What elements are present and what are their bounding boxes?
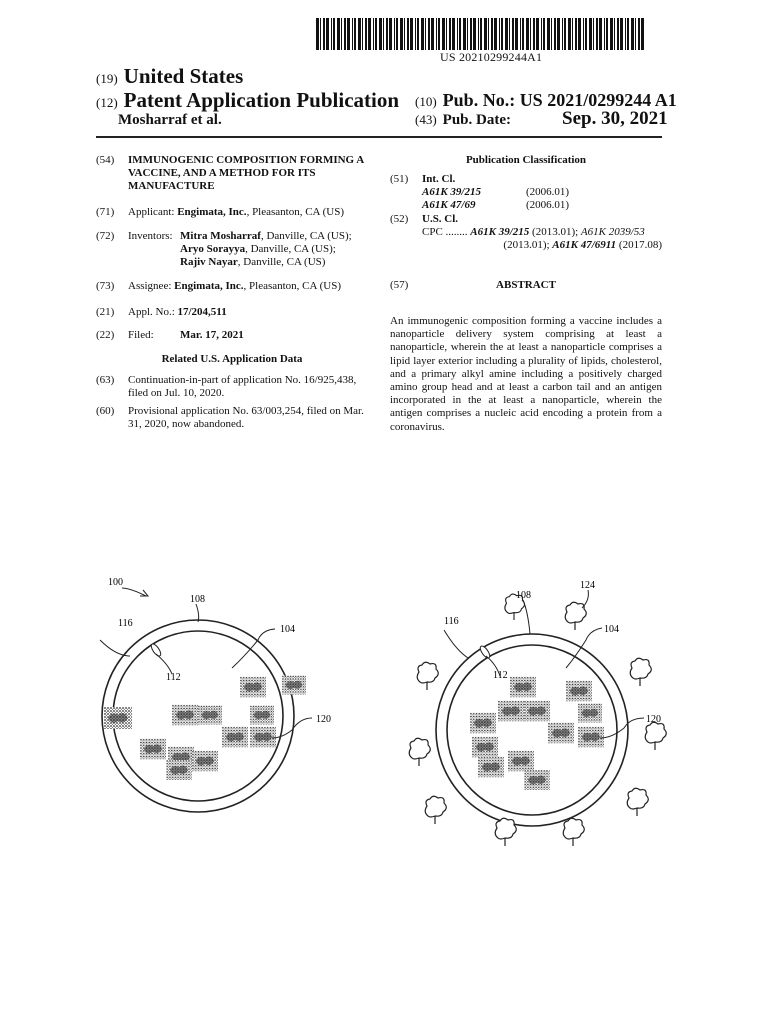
barcode-bar [620,18,623,50]
antigen-blob [104,707,132,729]
appl-field [96,306,368,319]
filed-field [96,329,368,342]
barcode-bar [530,18,531,50]
barcode-bar [365,18,367,50]
barcode-bar [428,18,430,50]
barcode-bar [512,18,514,50]
antigen-blob [524,701,550,721]
pubtype-code: (12) [96,95,118,110]
leader-100 [122,588,146,596]
barcode-bar [568,18,571,50]
right-antigen-cluster [470,677,604,790]
inventors-label: Inventors: [128,230,173,242]
barcode-bar [596,18,598,50]
barcode-bar [442,18,445,50]
barcode-bar [585,18,587,50]
barcode-bar [320,18,321,50]
barcode-bar [575,18,577,50]
spike-protein [425,796,446,824]
intcl2: A61K 47/69 [422,199,476,211]
barcode-bar [488,18,489,50]
barcode-bar [599,18,602,50]
cip-field [96,374,368,400]
spike-protein [627,788,648,816]
pub-no-code: (10) [415,94,437,109]
barcode-bar [368,18,371,50]
title-code: (54) [96,154,115,166]
pub-no: US 2021/0299244 A1 [519,90,677,110]
applicant-loc: , Pleasanton, CA (US) [246,206,345,218]
barcode-bar [446,18,447,50]
antigen-blob [566,681,592,701]
leader-116r [444,630,468,658]
barcode [316,18,662,50]
barcode-bar [499,18,500,50]
inventors-field [96,230,368,269]
antigen-blob [222,727,248,747]
applicant-field [96,206,368,219]
assignee-label: Assignee: [128,280,172,292]
barcode-bar [593,18,594,50]
barcode-bar [562,18,563,50]
intcl2-date: (2006.01) [526,199,570,211]
barcode-bar [470,18,472,50]
antigen-blob [524,770,549,790]
cpc3: A61K 47/6911 [552,239,617,251]
barcode-bar [610,18,613,50]
barcode-bar [480,18,482,50]
barcode-bar [551,18,552,50]
barcode-bar [564,18,566,50]
label-108: 108 [190,594,205,605]
antigen-blob [172,705,198,725]
leader-112 [156,654,172,674]
barcode-bar [407,18,409,50]
classification-heading: Publication Classification [465,154,587,166]
barcode-bar [344,18,346,50]
inventor-short: Mosharraf et al. [118,112,222,128]
barcode-bar [641,18,644,50]
barcode-bar [323,18,325,50]
intcl1: A61K 39/215 [422,186,481,198]
label-116: 116 [118,618,133,629]
pub-type-line [96,88,399,113]
abstract-heading: ABSTRACT [496,279,556,291]
cpc-line-1 [422,226,662,239]
barcode-bar [404,18,405,50]
barcode-bar [536,18,539,50]
inventor2-loc: , Danville, CA (US); [245,243,336,255]
leader-104 [232,629,275,668]
barcode-bar [635,18,636,50]
barcode-bar [463,18,466,50]
label-120r: 120 [646,714,661,725]
label-100: 100 [108,577,123,588]
related-heading: Related U.S. Application Data [161,353,303,365]
antigen-blob [192,751,218,771]
barcode-bar [543,18,545,50]
barcode-bar [449,18,451,50]
prov-text: Provisional application No. 63/003,254, filed on Mar. 31, 2020, now abandoned. [128,405,364,430]
intcl-code: (51) [390,173,409,185]
filed-code: (22) [96,329,115,341]
antigen-blob [470,713,496,733]
barcode-bar [547,18,550,50]
pub-date: Sep. 30, 2021 [562,108,668,129]
spike-protein [417,662,438,690]
barcode-bar [331,18,332,50]
left-antigen-cluster [104,676,306,780]
barcode-bar [379,18,382,50]
filed-date: Mar. 17, 2021 [180,329,244,341]
inventor2-name: Aryo Sorayya [180,243,246,255]
barcode-bar [631,18,634,50]
pub-date-label: Pub. Date: [442,112,511,128]
antigen-blob [250,727,276,747]
intcl-label: Int. Cl. [422,173,456,185]
antigen-blob [498,701,524,721]
barcode-bar [505,18,508,50]
cpc2-date: (2013.01); [503,239,553,251]
prov-code: (60) [96,405,115,417]
barcode-number: US 20210299244A1 [440,50,543,64]
barcode-bar [431,18,434,50]
country: United States [123,64,244,88]
assignee-code: (73) [96,280,115,292]
cip-text: Continuation-in-part of application No. 16/925,438, filed on Jul. 10, 2020. [128,374,357,399]
barcode-bar [421,18,424,50]
barcode-bar [410,18,413,50]
spike-protein [563,818,584,846]
barcode-bar [396,18,398,50]
barcode-bar [572,18,573,50]
spike-protein [409,738,430,766]
antigen-blob [508,751,534,771]
spike-protein [630,658,651,686]
barcode-bar [583,18,584,50]
barcode-bar [436,18,437,50]
antigen-blob [282,676,306,695]
barcode-bar [452,18,455,50]
spike-protein [495,818,516,846]
leader-120r [600,718,644,738]
barcode-bar [389,18,392,50]
inventor1-loc: , Danville, CA (US); [260,230,352,242]
spike-protein [645,722,666,750]
barcode-bar [362,18,363,50]
title-field [96,154,366,193]
barcode-bar [554,18,556,50]
cpc1-date: (2013.01); [529,226,581,238]
inventors-code: (72) [96,230,115,242]
barcode-bar [478,18,479,50]
antigen-blob [578,704,602,723]
barcode-bar [541,18,542,50]
appl-code: (21) [96,306,115,318]
label-120: 120 [316,714,331,725]
barcode-bar [494,18,497,50]
barcode-bar [589,18,592,50]
applicant-label: Applicant: [128,206,175,218]
right-nanoparticle [409,580,666,846]
pub-date-code: (43) [415,112,437,127]
inventor3-name: Rajiv Nayar [180,256,238,268]
barcode-bar [373,18,374,50]
barcode-bar [417,18,419,50]
antigen-blob [510,677,536,697]
cpc-line-2 [503,239,662,252]
invention-title: IMMUNOGENIC COMPOSITION FORMING A VACCINE, AND A METHOD FOR ITS MANUFACTURE [128,154,364,192]
pub-no-label: Pub. No.: [442,90,516,110]
label-112r: 112 [493,670,508,681]
assignee-loc: , Pleasanton, CA (US) [243,280,341,292]
barcode-bar [501,18,503,50]
uscl-label: U.S. Cl. [422,213,459,225]
inventor1-name: Mitra Mosharraf [180,230,261,242]
antigen-blob [578,727,604,747]
pub-date-line [415,112,511,129]
inventor3-loc: , Danville, CA (US) [237,256,326,268]
barcode-bar [352,18,353,50]
barcode-bar [606,18,608,50]
cpc2: A61K 2039/53 [580,226,645,238]
abstract-text: An immunogenic composition forming a vaccine includes a nanoparticle delivery system comprising at least a nanoparticle, wherein the at least a nanoparticle comprises a lipid layer exterior including a plurality of lipids, cholesterol, and a primary alkyl amine including a positively charged amino group head and at least a carbon tail and an antigen incorporated in the at least a nanoparticle, wherein the antigen comprises a nucleic acid encoding a protein from a coronavirus. [390,315,662,433]
abstract-heading-line [390,279,662,292]
barcode-bar [386,18,388,50]
barcode-bar [438,18,440,50]
assignee-name: Engimata, Inc. [174,280,244,292]
appl-label: Appl. No.: [128,306,175,318]
barcode-bar [333,18,335,50]
barcode-bar [415,18,416,50]
uscl-code: (52) [390,213,409,225]
barcode-bar [358,18,361,50]
barcode-bar [354,18,356,50]
header-rule [96,136,662,138]
label-116r: 116 [444,616,459,627]
antigen-blob [140,739,166,759]
assignee-field [96,280,368,293]
pub-type: Patent Application Publication [123,88,400,112]
barcode-bar [533,18,535,50]
barcode-bar [473,18,476,50]
barcode-bar [509,18,510,50]
label-112: 112 [166,672,181,683]
barcode-bar [467,18,468,50]
antigen-blob [240,677,266,697]
appl-no: 17/204,511 [177,306,227,318]
antigen-blob [166,760,191,780]
intcl1-date: (2006.01) [526,186,570,198]
barcode-bar [375,18,377,50]
barcode-bar [491,18,493,50]
barcode-bar [347,18,350,50]
barcode-bar [604,18,605,50]
barcode-bar [400,18,403,50]
left-lipid [150,643,163,658]
cpc-label: CPC ........ [422,226,468,238]
barcode-bar [337,18,340,50]
antigen-blob [548,723,574,743]
label-104r: 104 [604,624,619,635]
antigen-blob [250,706,274,725]
label-108r: 108 [516,590,531,601]
barcode-bar [625,18,626,50]
abstract-code: (57) [390,279,409,291]
barcode-bar [578,18,581,50]
barcode-bar [316,18,319,50]
barcode-bar [557,18,560,50]
filed-label: Filed: [128,329,154,341]
barcode-bar [394,18,395,50]
antigen-blob [478,757,504,777]
country-line [96,64,243,89]
antigen-blob [472,737,498,757]
barcode-bar [617,18,619,50]
barcode-bar [383,18,384,50]
cip-code: (63) [96,374,115,386]
barcode-bar [341,18,342,50]
barcode-bar [638,18,640,50]
barcode-bar [627,18,629,50]
label-104: 104 [280,624,295,635]
left-nanoparticle [100,577,331,812]
barcode-bar [520,18,521,50]
cpc1: A61K 39/215 [470,226,530,238]
antigen-blob [198,706,222,725]
barcode-bar [484,18,487,50]
barcode-bar [614,18,615,50]
barcode-bar [515,18,518,50]
barcode-bar [459,18,461,50]
cpc3-date: (2017.08) [616,239,662,251]
applicant-name: Engimata, Inc. [177,206,247,218]
applicant-code: (71) [96,206,115,218]
prov-field [96,405,368,431]
barcode-bar [457,18,458,50]
barcode-bar [326,18,329,50]
barcode-bar [526,18,529,50]
label-124: 124 [580,580,595,591]
barcode-bar [522,18,524,50]
figure-drawing [0,560,768,860]
country-code: (19) [96,71,118,86]
barcode-bar [425,18,426,50]
